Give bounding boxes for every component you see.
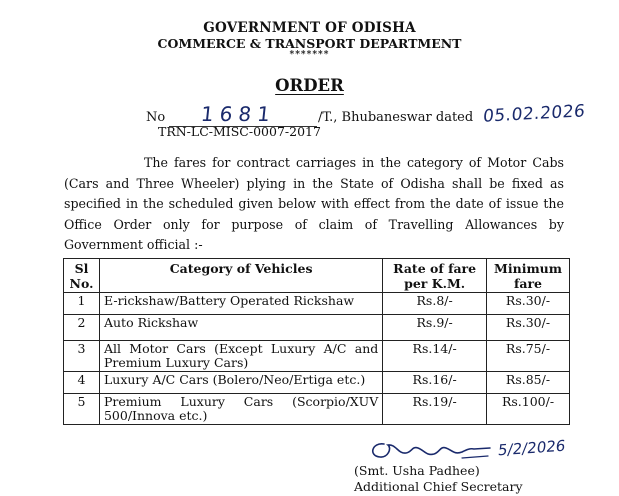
- handwritten-order-date: 05.02.2026: [482, 101, 587, 127]
- order-number-label: No: [146, 110, 166, 125]
- cell-minimum: Rs.30/-: [487, 315, 570, 341]
- signature-date: 5/2/2026: [497, 436, 567, 460]
- header-sl-no: Sl No.: [64, 259, 100, 293]
- handwritten-order-number: 1681: [199, 102, 278, 126]
- cell-minimum: Rs.85/-: [487, 372, 570, 394]
- cell-minimum: Rs.30/-: [487, 293, 570, 315]
- cell-category: Auto Rickshaw: [99, 315, 382, 341]
- table-row: [64, 315, 570, 341]
- cell-rate: Rs.9/-: [383, 315, 487, 341]
- cell-category: Premium Luxury Cars (Scorpio/XUV 500/Innova etc.): [99, 394, 382, 425]
- order-title: ORDER: [275, 76, 344, 95]
- table-row: [64, 372, 570, 394]
- header-rate: Rate of fare per K.M.: [383, 259, 487, 293]
- cell-rate: Rs.19/-: [383, 394, 487, 425]
- signer-designation: Additional Chief Secretary: [354, 479, 523, 494]
- cell-sl: 1: [64, 293, 100, 315]
- cell-rate: Rs.16/-: [383, 372, 487, 394]
- cell-category: Luxury A/C Cars (Bolero/Neo/Ertiga etc.): [99, 372, 382, 394]
- cell-category: All Motor Cars (Except Luxury A/C and Premium Luxury Cars): [99, 341, 382, 372]
- signature-scribble-icon: [366, 436, 496, 466]
- cell-rate: Rs.8/-: [383, 293, 487, 315]
- header-minimum-fare: Minimum fare: [487, 259, 570, 293]
- header-category: Category of Vehicles: [99, 259, 382, 293]
- cell-sl: 4: [64, 372, 100, 394]
- cell-category: E-rickshaw/Battery Operated Rickshaw: [99, 293, 382, 315]
- table-row: [64, 293, 570, 315]
- fare-table: [63, 258, 570, 425]
- cell-sl: 5: [64, 394, 100, 425]
- order-body-paragraph: The fares for contract carriages in the category of Motor Cabs (Cars and Three Wheeler) plying in the State of Odisha shall be fixed as specified in the scheduled given below with effect from the date of issue the Office Order only for purpose of claim of Travelling Allowances by Government official :-: [64, 155, 564, 252]
- heading-separator: *******: [289, 50, 330, 60]
- cell-minimum: Rs.100/-: [487, 394, 570, 425]
- table-row: [64, 394, 570, 425]
- department-heading: COMMERCE & TRANSPORT DEPARTMENT: [157, 36, 462, 51]
- file-reference-number: TRN-LC-MISC-0007-2017: [158, 124, 321, 139]
- signature: [366, 436, 586, 466]
- cell-rate: Rs.14/-: [383, 341, 487, 372]
- order-place-dated: /T., Bhubaneswar dated: [318, 110, 474, 125]
- cell-sl: 3: [64, 341, 100, 372]
- signer-name: (Smt. Usha Padhee): [354, 463, 480, 478]
- cell-minimum: Rs.75/-: [487, 341, 570, 372]
- government-heading: GOVERNMENT OF ODISHA: [203, 20, 416, 36]
- table-row: [64, 341, 570, 372]
- cell-sl: 2: [64, 315, 100, 341]
- fare-table-header-row: [64, 259, 570, 293]
